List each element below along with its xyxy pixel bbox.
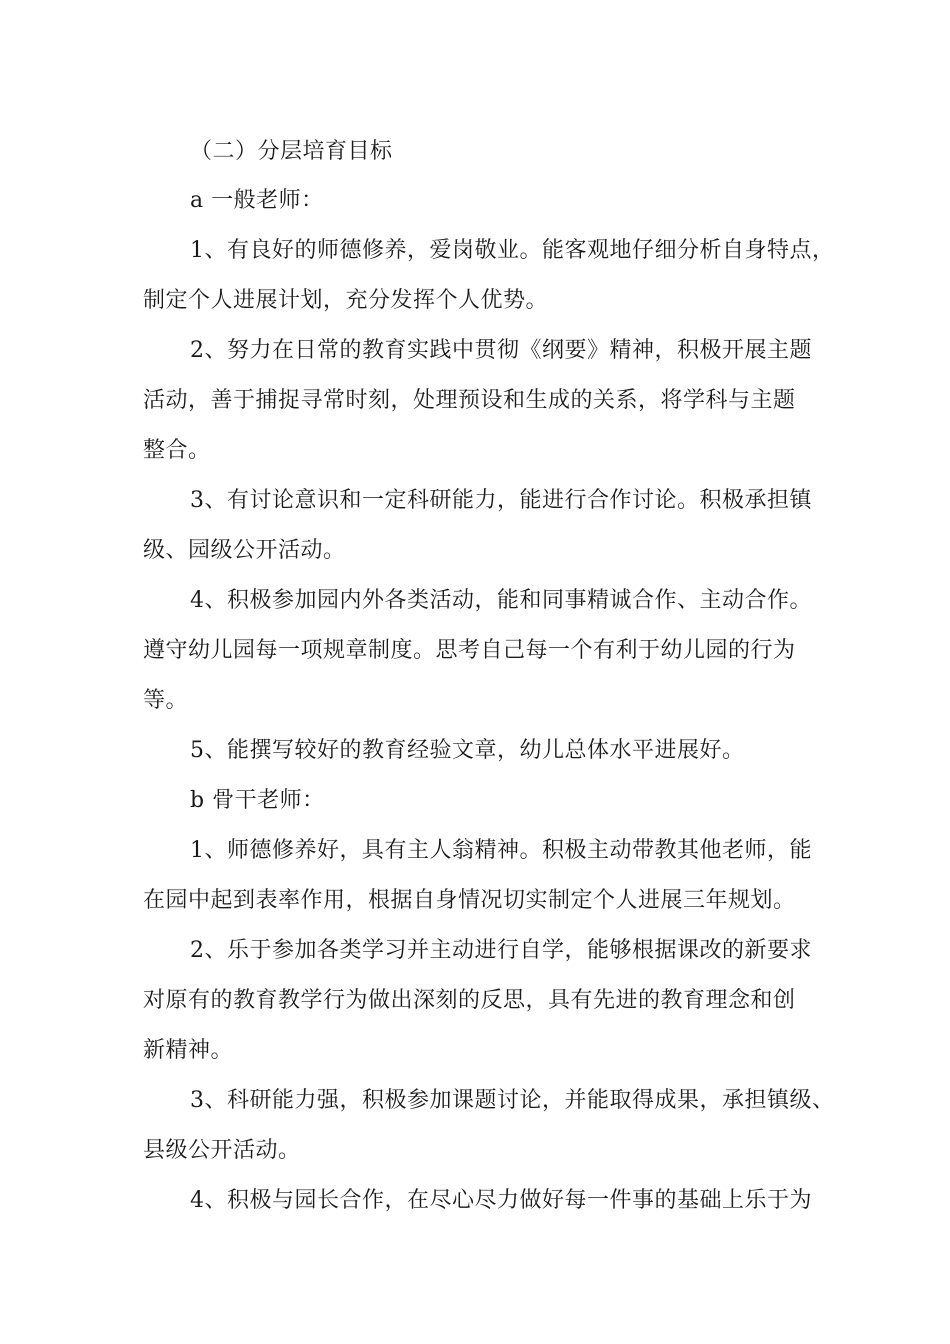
paragraph-line: 活动，善于捕捉寻常时刻，处理预设和生成的关系，将学科与主题 xyxy=(143,388,796,413)
paragraph-line: 制定个人进展计划，充分发挥个人优势。 xyxy=(143,288,549,313)
group-a-heading: a 一般老师： xyxy=(190,188,324,213)
paragraph-line: 遵守幼儿园每一项规章制度。思考自己每一个有利于幼儿园的行为 xyxy=(143,638,796,663)
paragraph-line: 在园中起到表率作用，根据自身情况切实制定个人进展三年规划。 xyxy=(143,888,796,913)
paragraph-line: 3、有讨论意识和一定科研能力，能进行合作讨论。积极承担镇 xyxy=(190,488,812,513)
group-b-heading: b 骨干老师： xyxy=(190,788,325,813)
paragraph-line: 整合。 xyxy=(143,438,211,463)
paragraph-line: 对原有的教育教学行为做出深刻的反思，具有先进的教育理念和创 xyxy=(143,988,796,1013)
paragraph-line: 4、积极参加园内外各类活动，能和同事精诚合作、主动合作。 xyxy=(190,588,812,613)
paragraph-line: 1、有良好的师德修养，爱岗敬业。能客观地仔细分析自身特点， xyxy=(190,238,835,263)
paragraph-line: 县级公开活动。 xyxy=(143,1138,301,1163)
paragraph-line: 等。 xyxy=(143,688,189,713)
paragraph-line: 1、师德修养好，具有主人翁精神。积极主动带教其他老师，能 xyxy=(190,838,812,863)
section-heading: （二）分层培育目标 xyxy=(190,139,393,164)
paragraph-line: 2、努力在日常的教育实践中贯彻《纲要》精神，积极开展主题 xyxy=(190,338,812,363)
paragraph-line: 2、乐于参加各类学习并主动进行自学，能够根据课改的新要求 xyxy=(190,938,812,963)
paragraph-line: 级、园级公开活动。 xyxy=(143,538,346,563)
paragraph-line: 5、能撰写较好的教育经验文章，幼儿总体水平进展好。 xyxy=(190,738,745,763)
paragraph-line: 4、积极与园长合作，在尽心尽力做好每一件事的基础上乐于为 xyxy=(190,1188,812,1213)
paragraph-line: 新精神。 xyxy=(143,1038,234,1063)
paragraph-line: 3、科研能力强，积极参加课题讨论，并能取得成果，承担镇级、 xyxy=(190,1088,835,1113)
